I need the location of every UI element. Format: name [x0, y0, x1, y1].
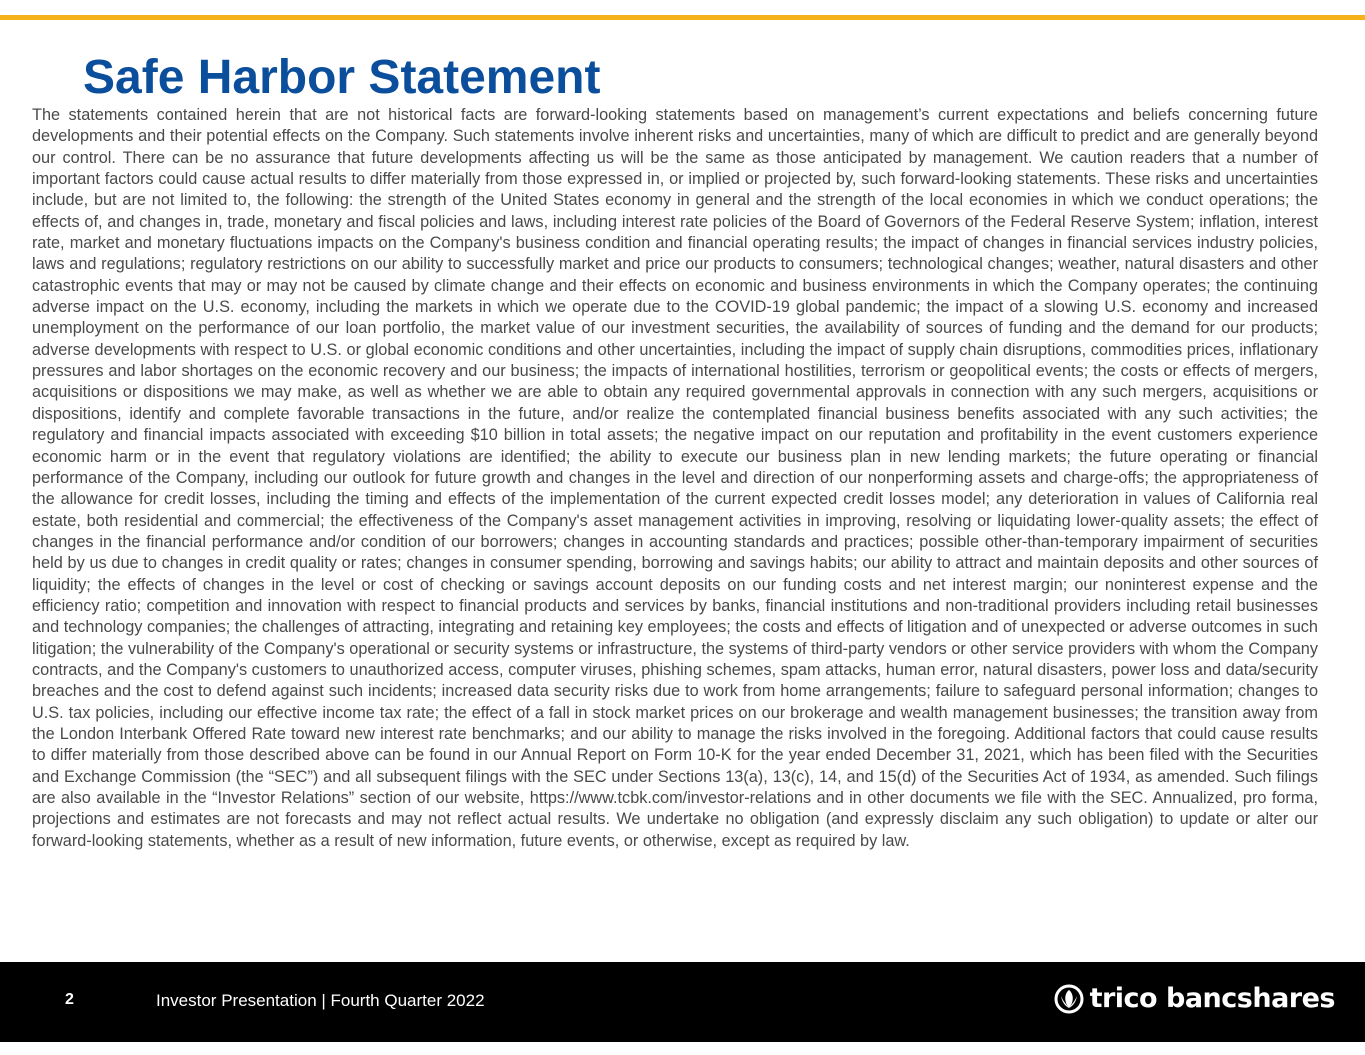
logo-wordmark: trico bancshares — [1089, 983, 1335, 1014]
top-accent-rule — [0, 15, 1365, 20]
page-title: Safe Harbor Statement — [83, 51, 601, 104]
footer-caption: Investor Presentation | Fourth Quarter 2022 — [156, 991, 485, 1010]
company-logo — [1054, 983, 1335, 1014]
page-number: 2 — [65, 991, 74, 1008]
footer-bar — [0, 962, 1365, 1042]
trico-leaf-icon — [1054, 984, 1084, 1014]
safe-harbor-body: The statements contained herein that are not historical facts are forward-looking statements based on management’s current expectations and beliefs concerning future developments and their potential effects on the Company. Such statements involve inherent risks and uncertainties, many of which are difficult to predict and are generally beyond our control. There can be no assurance that future developments affecting us will be the same as those anticipated by management. We caution readers that a number of important factors could cause actual results to differ materially from those expressed in, or implied or projected by, such forward-looking statements. These risks and uncertainties include, but are not limited to, the following: the strength of the United States economy in general and the strength of the local economies in which we conduct operations; the effects of, and changes in, trade, monetary and fiscal policies and laws, including interest rate policies of the Board of Governors of the Federal Reserve System; inflation, interest rate, market and monetary fluctuations impacts on the Company's business condition and financial operating results; the impact of changes in financial services industry policies, laws and regulations; regulatory restrictions on our ability to successfully market and price our products to consumers; technological changes; weather, natural disasters and other catastrophic events that may or may not be caused by climate change and their effects on economic and business environments in which the Company operates; the continuing adverse impact on the U.S. economy, including the markets in which we operate due to the COVID-19 global pandemic; the impact of a slowing U.S. economy and increased unemployment on the performance of our loan portfolio, the market value of our investment securities, the availability of sources of funding and the demand for our products; adverse developments with respect to U.S. or global economic conditions and other uncertainties, including the impact of supply chain disruptions, commodities prices, inflationary pressures and labor shortages on the economic recovery and our business; the impacts of international hostilities, terrorism or geopolitical events; the costs or effects of mergers, acquisitions or dispositions we may make, as well as whether we are able to obtain any required governmental approvals in connection with any such mergers, acquisitions or dispositions, identify and complete favorable transactions in the future, and/or realize the contemplated financial business benefits associated with any such activities; the regulatory and financial impacts associated with exceeding $10 billion in total assets; the negative impact on our reputation and profitability in the event customers experience economic harm or in the event that regulatory violations are identified; the ability to execute our business plan in new lending markets; the future operating or financial performance of the Company, including our outlook for future growth and changes in the level and direction of our nonperforming assets and charge-offs; the appropriateness of the allowance for credit losses, including the timing and effects of the implementation of the current expected credit losses model; any deterioration in values of California real estate, both residential and commercial; the effectiveness of the Company's asset management activities in improving, resolving or liquidating lower-quality assets; the effect of changes in the financial performance and/or condition of our borrowers; changes in accounting standards and practices; possible other-than-temporary impairment of securities held by us due to changes in credit quality or rates; changes in consumer spending, borrowing and savings habits; our ability to attract and maintain deposits and other sources of liquidity; the effects of changes in the level or cost of checking or savings account deposits on our funding costs and net interest margin; our noninterest expense and the efficiency ratio; competition and innovation with respect to financial products and services by banks, financial institutions and non-traditional providers including retail businesses and technology companies; the challenges of attracting, integrating and retaining key employees; the costs and effects of litigation and of unexpected or adverse outcomes in such litigation; the vulnerability of the Company's operational or security systems or infrastructure, the systems of third-party vendors or other service providers with whom the Company contracts, and the Company's customers to unauthorized access, computer viruses, phishing schemes, spam attacks, human error, natural disasters, power loss and data/security breaches and the cost to defend against such incidents; increased data security risks due to work from home arrangements; failure to safeguard personal information; changes to U.S. tax policies, including our effective income tax rate; the effect of a fall in stock market prices on our brokerage and wealth management businesses; the transition away from the London Interbank Offered Rate toward new interest rate benchmarks; and our ability to manage the risks involved in the foregoing. Additional factors that could cause results to differ materially from those described above can be found in our Annual Report on Form 10-K for the year ended December 31, 2021, which has been filed with the Securities and Exchange Commission (the “SEC”) and all subsequent filings with the SEC under Sections 13(a), 13(c), 14, and 15(d) of the Securities Act of 1934, as amended. Such filings are also available in the “Investor Relations” section of our website, https://www.tcbk.com/investor-relations and in other documents we file with the SEC. Annualized, pro forma, projections and estimates are not forecasts and may not reflect actual results. We undertake no obligation (and expressly disclaim any such obligation) to update or alter our forward-looking statements, whether as a result of new information, future events, or otherwise, except as required by law. — [32, 106, 1318, 850]
